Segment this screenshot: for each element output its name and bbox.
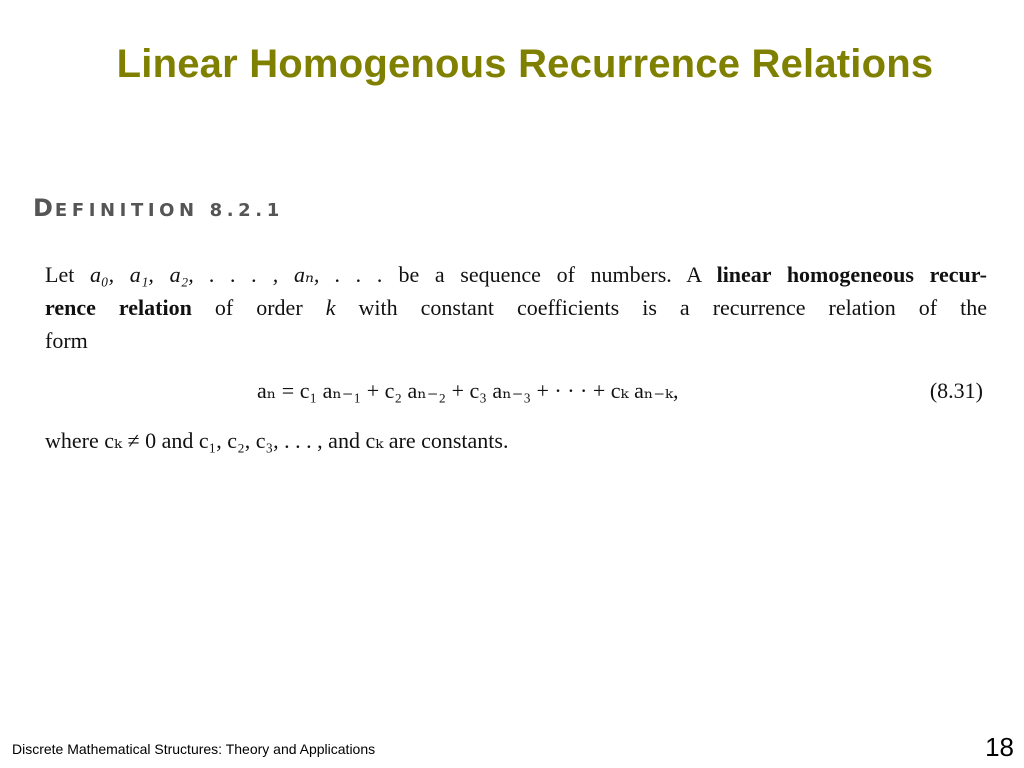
footer-text: Discrete Mathematical Structures: Theory and Applications bbox=[12, 741, 376, 757]
definition-heading bbox=[33, 194, 284, 222]
slide-title: Linear Homogenous Recurrence Relations bbox=[116, 42, 934, 86]
definition-let: Let bbox=[45, 262, 90, 287]
definition-line-3: form bbox=[45, 328, 88, 353]
definition-line2-end: with constant coefficients is a recurrence relation of the bbox=[335, 295, 987, 320]
definition-line-1 bbox=[45, 258, 987, 291]
definition-term-part1: linear homogeneous recur- bbox=[716, 262, 987, 287]
equation-number: (8.31) bbox=[929, 378, 983, 403]
definition-heading-initial: D bbox=[33, 194, 55, 222]
definition-body bbox=[45, 258, 987, 357]
equation-row bbox=[45, 378, 983, 414]
definition-line1-mid: be a sequence of numbers. A bbox=[382, 262, 717, 287]
definition-line2-rest: of order bbox=[191, 295, 326, 320]
definition-order-variable: k bbox=[325, 295, 336, 320]
recurrence-equation: aₙ = c₁ aₙ₋₁ + c₂ aₙ₋₂ + c₃ aₙ₋₃ + · · · + cₖ aₙ₋ₖ, bbox=[257, 378, 679, 403]
definition-sequence: a₀, a₁, a₂, . . . , aₙ, . . . bbox=[89, 262, 383, 287]
where-clause: where cₖ ≠ 0 and c₁, c₂, c₃, . . . , and cₖ are constants. bbox=[45, 428, 509, 453]
definition-heading-rest: EFINITION 8.2.1 bbox=[54, 200, 284, 221]
definition-line-2 bbox=[45, 291, 987, 324]
page-number: 18 bbox=[985, 732, 1014, 762]
definition-term-part2: rence relation bbox=[45, 295, 192, 320]
